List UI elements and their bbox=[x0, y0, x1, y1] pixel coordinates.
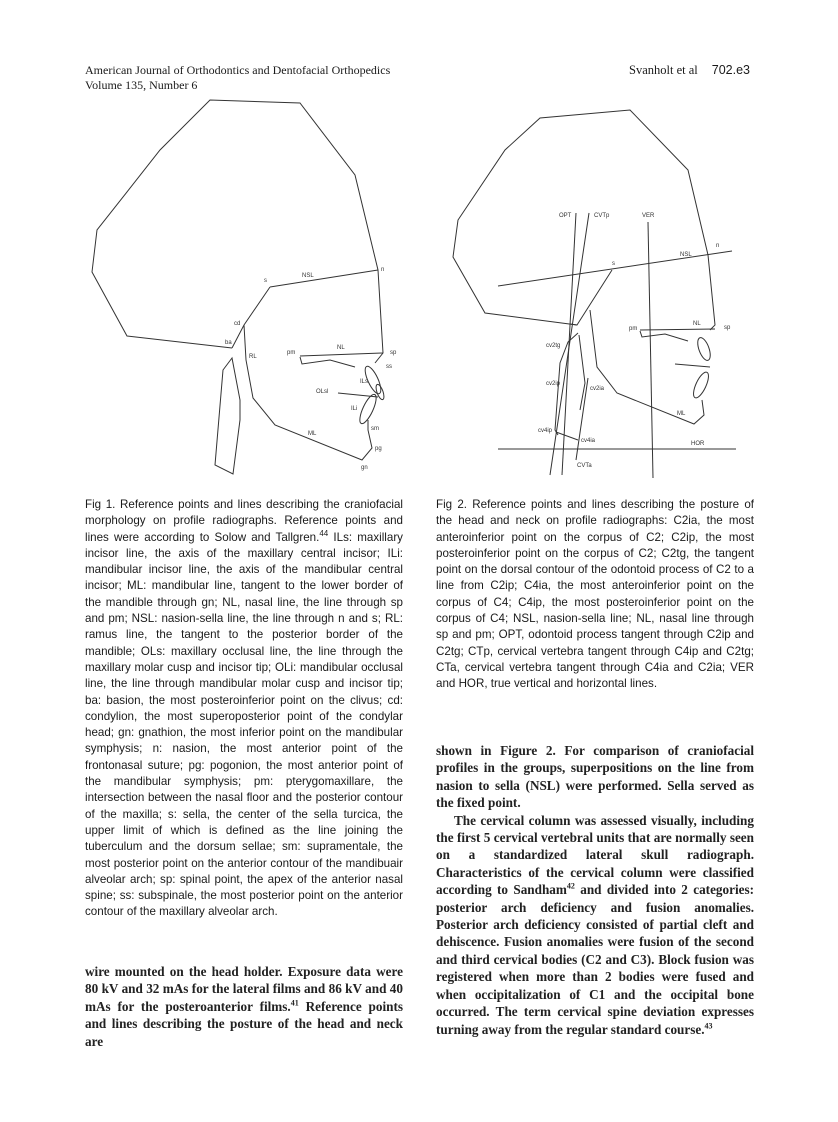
body-text-right bbox=[436, 742, 754, 1038]
reference-43: 43 bbox=[704, 1021, 713, 1031]
label-pm: pm bbox=[287, 350, 296, 356]
label-n: n bbox=[716, 243, 720, 249]
label-cv4ia: cv4ia bbox=[581, 438, 596, 444]
label-cv4ip: cv4ip bbox=[538, 428, 553, 434]
label-cv2ia: cv2ia bbox=[590, 386, 605, 392]
caption-1-definitions: ILs: maxillary incisor line, the axis of the maxillary central incisor; ILi: mandibular incisor line, the axis of the mandibular central incisor; ML: mandibular line, tangent to the lower border of the mandible through gn; NL, nasal line, the line through sp and pm; NSL: nasion-sella line, the line through n and s; RL: ramus line, the tangent to the posterior border of the mandible; OLs: maxillary occlusal line, the line through the maxillary molar cusp and incisor tip; OLi: mandibular occlusal line, the line through mandibular molar cusp and incisor tip; ba: basion, the most posteroinferior point on the clivus; cd: condylion, the most superoposterior point of the condylar head; gn: gnathion, the most inferior point on the mandibular symphysis; n: nasion, the most anterior point of the frontonasal suture; pg: pogonion, the most anterior point of the mandibular symphysis; pm: pterygomaxillare, the intersection between the nasal floor and the posterior contour of the maxilla; s: sella, the center of the sella turcica, the upper limit of which is defined as the line joining the tuberculum and the dorsum sellae; sm: supramentale, the most posterior point on the anterior contour of the mandibuair alveolar arch; sp: spinal point, the apex of the anterior nasal spine; ss: subspinale, the most posterior point on the anterior contour of the maxillary alveolar arch. bbox=[85, 530, 403, 919]
label-n: n bbox=[381, 267, 385, 273]
reference-41: 41 bbox=[290, 998, 299, 1008]
ver-line bbox=[648, 222, 653, 478]
figure-1-cephalometric-diagram bbox=[80, 90, 420, 490]
body-right-paragraph-2 bbox=[436, 812, 754, 1038]
label-nl: NL bbox=[337, 345, 345, 351]
label-hor: HOR bbox=[691, 441, 705, 447]
caption-1-text: Fig 1. Reference points and lines describing the craniofacial morphology on profile radiographs. Reference points and lines were according to Solow and Tallgren. bbox=[85, 498, 403, 544]
label-pm: pm bbox=[629, 326, 638, 332]
reference-42: 42 bbox=[566, 881, 575, 891]
running-header-right bbox=[629, 63, 750, 78]
figure-2-caption bbox=[436, 497, 754, 693]
label-olsl: OLsl bbox=[316, 389, 329, 395]
palate bbox=[640, 331, 688, 341]
figure-2-labels bbox=[538, 213, 731, 469]
label-cv2tg: cv2tg bbox=[546, 343, 561, 349]
occlusal-line bbox=[675, 364, 710, 367]
body-text-left bbox=[85, 963, 403, 1050]
label-s: s bbox=[612, 261, 615, 267]
label-gn: gn bbox=[361, 465, 368, 471]
label-ml: ML bbox=[677, 411, 686, 417]
nsl-line bbox=[270, 270, 378, 287]
label-s: s bbox=[264, 278, 267, 284]
figure-1-caption bbox=[85, 497, 403, 921]
label-cvta: CVTa bbox=[577, 463, 592, 469]
s-ba-line bbox=[232, 287, 270, 348]
body-right-paragraph-1: shown in Figure 2. For comparison of craniofacial profiles in the groups, superpositions on the line from nasion to sella (NSL) were performed. Sella served as the fixed point. bbox=[436, 743, 754, 811]
authors: Svanholt et al bbox=[629, 63, 698, 77]
label-pg: pg bbox=[375, 446, 382, 452]
cvta-line bbox=[576, 378, 588, 460]
palate bbox=[300, 357, 355, 367]
body-left-text-2: Reference points and lines describing the posture of the head and neck are bbox=[85, 998, 403, 1049]
label-ver: VER bbox=[642, 213, 655, 219]
paragraph-2-text-a: The cervical column was assessed visually, including the first 5 cervical vertebral units that are normally seen on a standardized lateral skull radiograph. Characteristics of the cervical column were classified according to Sandham bbox=[436, 812, 754, 898]
ramus-line bbox=[244, 325, 372, 460]
body-left-text-1: wire mounted on the head holder. Exposure data were 80 kV and 32 mAs for the lateral films and 86 kV and 40 mAs for the posteroanterior films. bbox=[85, 964, 403, 1014]
label-ss: ss bbox=[386, 364, 392, 370]
reference-44: 44 bbox=[319, 528, 329, 538]
cv4-line bbox=[556, 432, 578, 440]
label-rl: RL bbox=[249, 354, 257, 360]
ramus-line bbox=[590, 310, 704, 424]
label-ml: ML bbox=[308, 431, 317, 437]
label-sp: sp bbox=[390, 350, 397, 356]
nsl-line bbox=[498, 251, 732, 286]
label-opt: OPT bbox=[559, 213, 572, 219]
label-cvtp: CVTp bbox=[594, 213, 610, 219]
label-ili: ILi bbox=[351, 406, 358, 412]
figure-2-posture-diagram bbox=[440, 90, 780, 490]
caption-2-text: Fig 2. Reference points and lines describing the posture of the head and neck on profile radiographs: C2ia, the most anteroinferior point on the corpus of C2; C2ip, the most posteroinferior point on the corpus of C2; C2tg, the tangent point on the dorsal contour of the odontoid process of C2 to a line from C2ip; C4ia, the most anteroinferior point on the corpus of C4; C4ip, the most posteroinferior point on the corpus of C4; NSL, nasion-sella line; NL, nasal line through sp and pm; OPT, odontoid process tangent through C2ip and C2tg; CTp, cervical vertebra tangent through C4ip and C2tg; CTa, cervical vertebra tangent through C4ia and C2ia; VER and HOR, true vertical and horizontal lines. bbox=[436, 498, 754, 691]
skull-outline bbox=[453, 110, 715, 330]
journal-volume: Volume 135, Number 6 bbox=[85, 78, 198, 92]
label-nsl: NSL bbox=[302, 273, 314, 279]
lower-incisor bbox=[691, 370, 712, 400]
vertebra-outline bbox=[215, 358, 240, 474]
journal-name: American Journal of Orthodontics and Dentofacial Orthopedics bbox=[85, 63, 391, 77]
nasal-line bbox=[300, 353, 383, 356]
label-nl: NL bbox=[693, 321, 701, 327]
paragraph-2-text-b: and divided into 2 categories: posterior arch deficiency and fusion anomalies. Posterior arch deficiency consisted of partial cleft and dehiscence. Fusion anomalies were fusion of the second and third cervical bodies (C2 and C3). Block fusion was registered when more than 2 bodies were fused and when occipitalization of C1 and the occipital bone occurred. The term cervical spine deviation expresses turning away from the regular standard course. bbox=[436, 882, 755, 1037]
label-sp: sp bbox=[724, 325, 731, 331]
label-cv2ip: cv2ip bbox=[546, 381, 561, 387]
label-ba: ba bbox=[225, 340, 232, 346]
running-header-left bbox=[85, 63, 390, 93]
cv2-anterior bbox=[579, 335, 585, 410]
page-number: 702.e3 bbox=[711, 63, 750, 77]
label-sm: sm bbox=[371, 426, 379, 432]
label-ils: ILs bbox=[360, 379, 369, 385]
upper-incisor bbox=[695, 336, 713, 362]
label-cd: cd bbox=[234, 321, 241, 327]
nasal-line bbox=[640, 329, 715, 330]
label-nsl: NSL bbox=[680, 252, 692, 258]
